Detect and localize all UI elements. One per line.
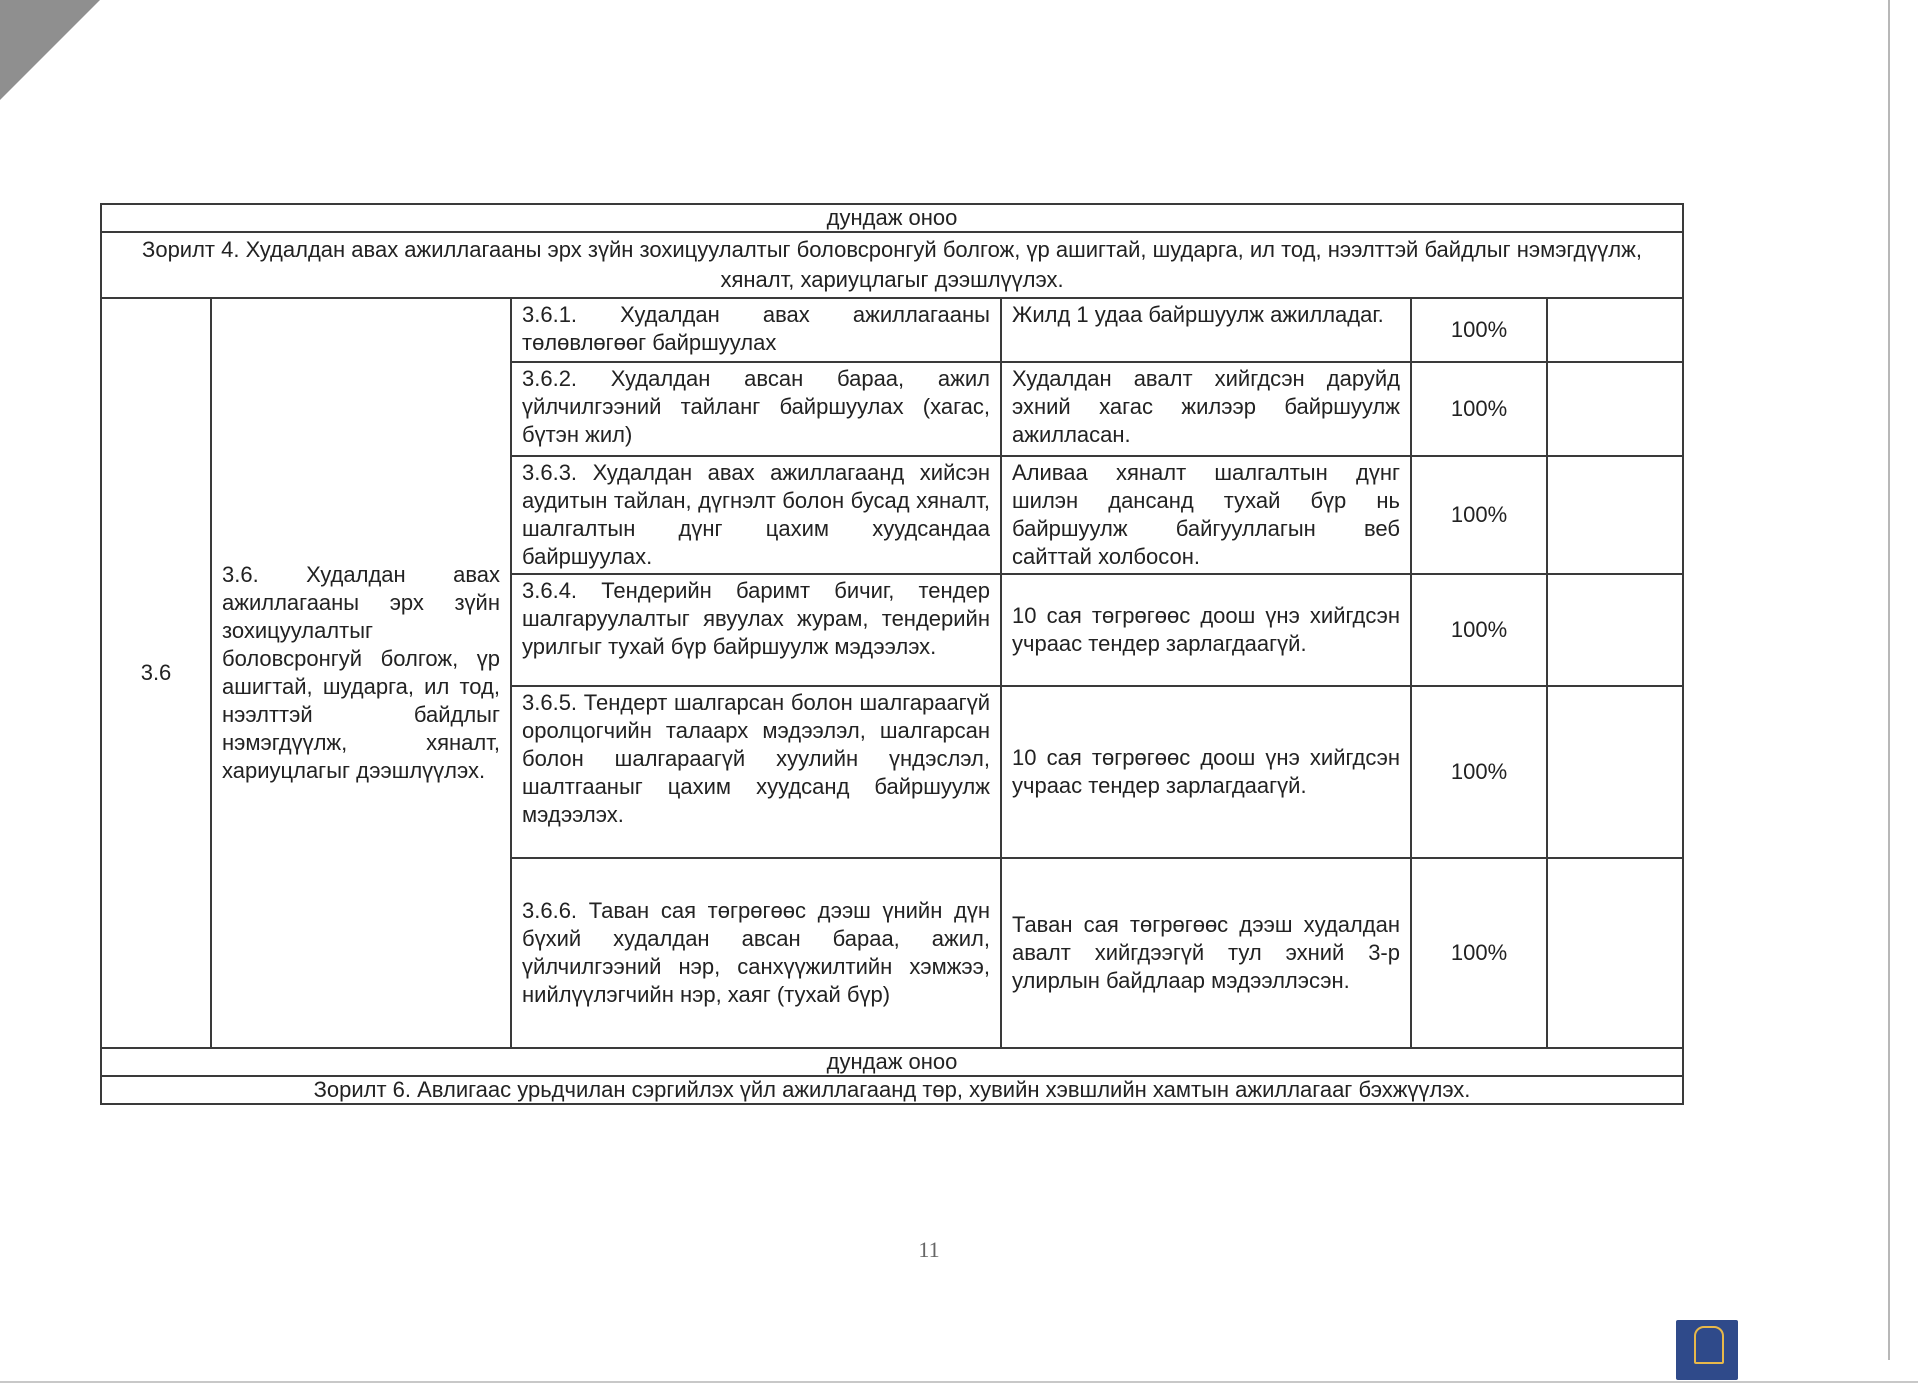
page-corner-fold (0, 0, 100, 100)
average-score-label: дундаж оноо (101, 1048, 1683, 1076)
soyombo-emblem-icon (1694, 1326, 1724, 1364)
note-cell (1547, 298, 1683, 362)
average-score-label: дундаж оноо (101, 204, 1683, 232)
note-cell (1547, 858, 1683, 1048)
average-score-row (101, 204, 1683, 232)
note-cell (1547, 686, 1683, 858)
result-text: 10 сая төгрөгөөс доош үнэ хийгдсэн учраас тендер зарлагдаагүй. (1001, 686, 1411, 858)
page-number: 11 (918, 1237, 940, 1262)
task-text: 3.6.1. Худалдан авах ажиллагааны төлөвлөгөөг байршуулах (511, 298, 1001, 362)
scan-edge-right (1888, 0, 1890, 1360)
score-value: 100% (1411, 362, 1547, 456)
task-text: 3.6.5. Тендерт шалгарсан болон шалгараагүй оролцогчийн талаарх мэдээлэл, шалгарсан болон шалгараагүй хуулийн үндэслэл, шалтгааныг цахим хуудсанд байршуулж мэдээлэх. (511, 686, 1001, 858)
goal-4-text: Зорилт 4. Худалдан авах ажиллагааны эрх зүйн зохицуулалтыг боловсронгуй болгож, үр ашигтай, шударга, ил тод, нээлттэй байдлыг нэмэгдүүлж, хяналт, хариуцлагыг дээшлүүлэх. (101, 232, 1683, 298)
result-text: 10 сая төгрөгөөс доош үнэ хийгдсэн учраас тендер зарлагдаагүй. (1001, 574, 1411, 686)
note-cell (1547, 574, 1683, 686)
score-value: 100% (1411, 858, 1547, 1048)
result-text: Таван сая төгрөгөөс дээш худалдан авалт хийгдээгүй тул эхний 3-р улирлын байдлаар мэдээллэсэн. (1001, 858, 1411, 1048)
section-text: 3.6. Худалдан авах ажиллагааны эрх зүйн зохицуулалтыг боловсронгуй болгож, үр ашигтай, шударга, ил тод, нээлттэй байдлыг нэмэгдүүлж, хяналт, хариуцлагыг дээшлүүлэх. (211, 298, 511, 1048)
section-number: 3.6 (101, 298, 211, 1048)
goal-row (101, 1076, 1683, 1104)
score-value: 100% (1411, 686, 1547, 858)
result-text: Аливаа хяналт шалгалтын дүнг шилэн дансанд тухай бүр нь байршуулж байгууллагын веб сайттай холбосон. (1001, 456, 1411, 574)
task-text: 3.6.3. Худалдан авах ажиллагаанд хийсэн аудитын тайлан, дүгнэлт болон бусад хяналт, шалгалтын дүнг цахим хуудсандаа байршуулах. (511, 456, 1001, 574)
evaluation-table (100, 203, 1684, 1105)
note-cell (1547, 362, 1683, 456)
average-score-row (101, 1048, 1683, 1076)
score-value: 100% (1411, 574, 1547, 686)
goal-6-text: Зорилт 6. Авлигаас урьдчилан сэргийлэх үйл ажиллагаанд төр, хувийн хэвшлийн хамтын ажиллагааг бэхжүүлэх. (101, 1076, 1683, 1104)
result-text: Худалдан авалт хийгдсэн даруйд эхний хагас жилээр байршуулж ажилласан. (1001, 362, 1411, 456)
goal-row (101, 232, 1683, 298)
task-row (101, 298, 1683, 362)
task-text: 3.6.2. Худалдан авсан бараа, ажил үйлчилгээний тайланг байршуулах (хагас, бүтэн жил) (511, 362, 1001, 456)
task-text: 3.6.4. Тендерийн баримт бичиг, тендер шалгаруулалтыг явуулах журам, тендерийн урилгыг тухай бүр байршуулж мэдээлэх. (511, 574, 1001, 686)
mongolia-government-seal-icon (1676, 1320, 1738, 1380)
scan-edge-bottom (0, 1381, 1918, 1383)
task-text: 3.6.6. Таван сая төгрөгөөс дээш үнийн дүн бүхий худалдан авсан бараа, ажил, үйлчилгээний нэр, санхүүжилтийн хэмжээ, нийлүүлэгчийн нэр, хаяг (тухай бүр) (511, 858, 1001, 1048)
result-text: Жилд 1 удаа байршуулж ажилладаг. (1001, 298, 1411, 362)
note-cell (1547, 456, 1683, 574)
score-value: 100% (1411, 298, 1547, 362)
score-value: 100% (1411, 456, 1547, 574)
